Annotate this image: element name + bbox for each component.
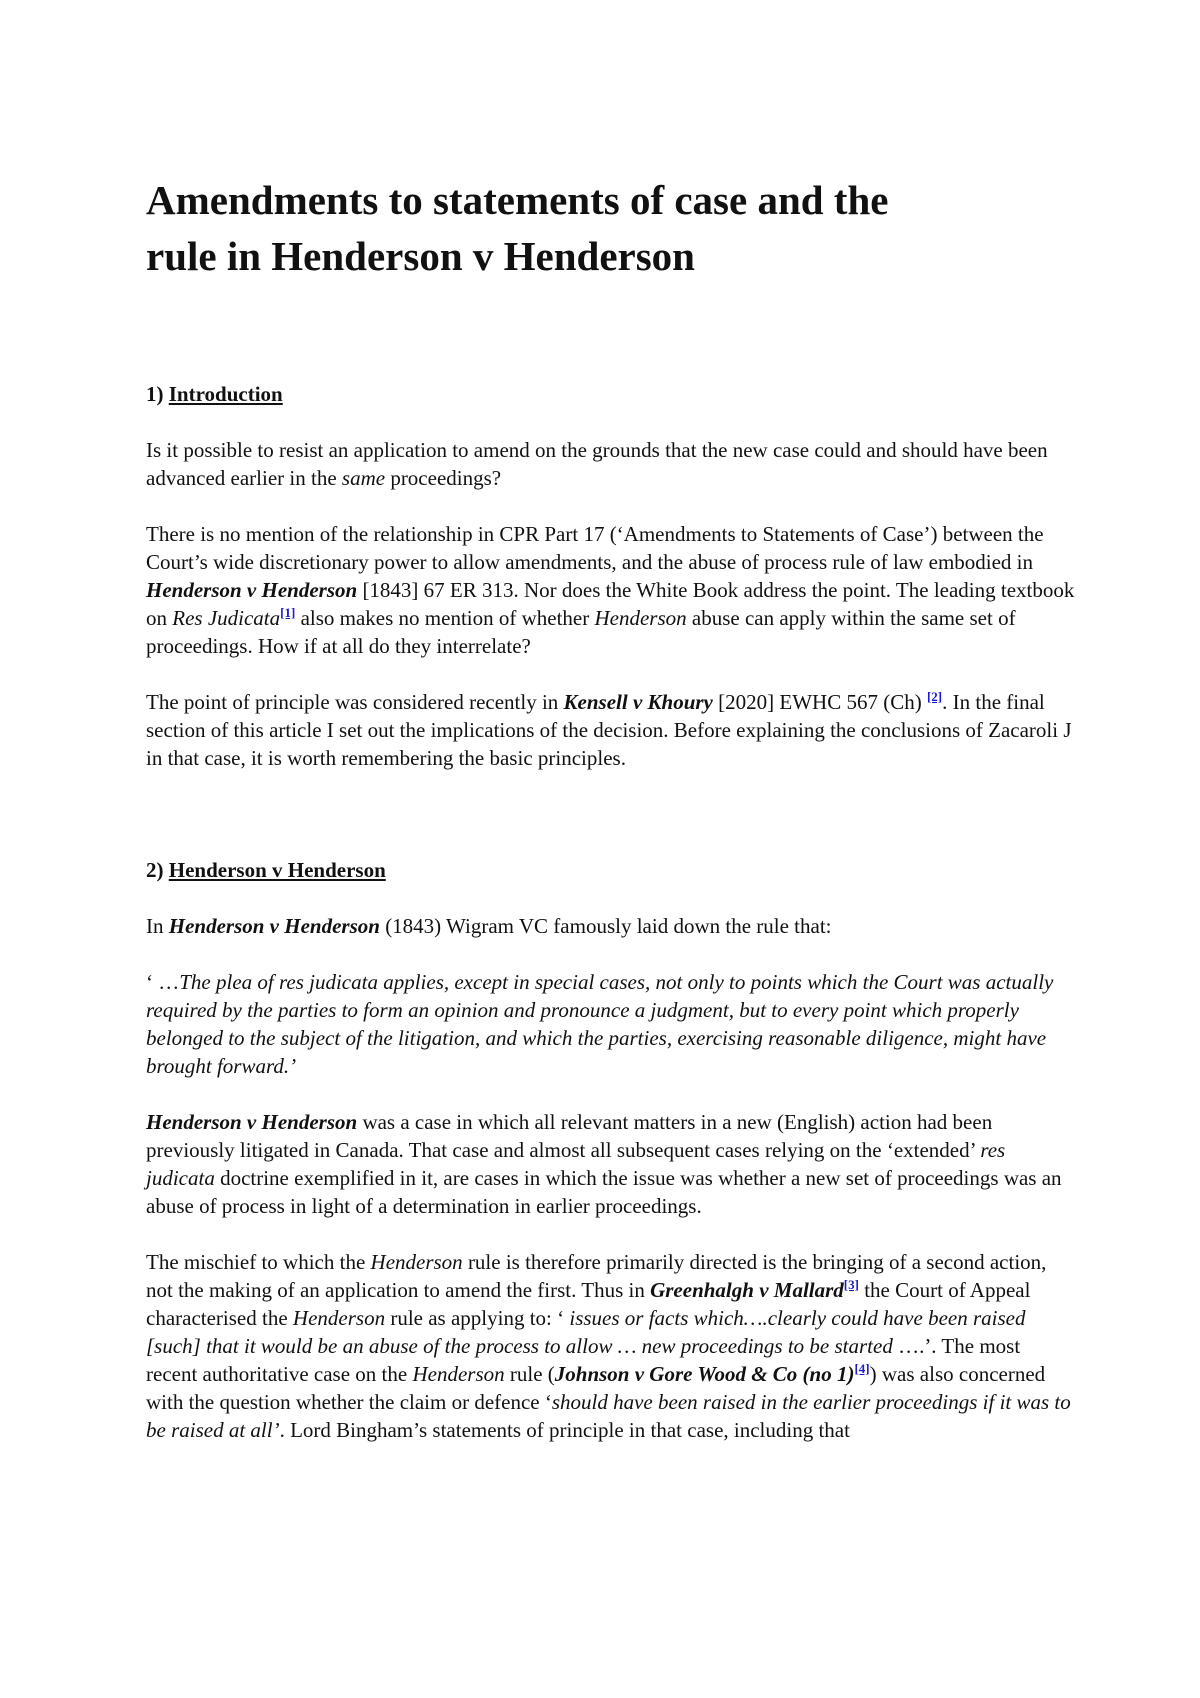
- intro-paragraph-3: The point of principle was considered recently in Kensell v Khoury [2020] EWHC 567 (Ch) [2]. In the final section of this article I set out the implications of the decision. Before explaining the conclusions of Zacaroli J in that case, it is worth remembering the basic principles.: [146, 689, 1072, 770]
- henderson-paragraph-1: In Henderson v Henderson (1843) Wigram VC famously laid down the rule that:: [146, 914, 832, 938]
- title-line-2: rule in Henderson v Henderson: [146, 233, 695, 279]
- footnote-link-2[interactable]: [2]: [926, 689, 943, 704]
- case-name: Greenhalgh v Mallard: [650, 1278, 844, 1302]
- henderson-paragraph-3: The mischief to which the Henderson rule is therefore primarily directed is the bringing of a second action, not the making of an application to amend the first. Thus in Greenhalgh v Mallard[3] the Court of Appeal characterised the Henderson rule as applying to: ‘ issues or facts which….clearly could have been raised [such] that it would be an abuse of the process to allow … new proceedings to be started ….’. The most recent authoritative case on the Henderson rule (Johnson v Gore Wood & Co (no 1)[4]) was also concerned with the question whether the claim or defence ‘should have been raised in the earlier proceedings if it was to be raised at all’. Lord Bingham’s statements of principle in that case, including that: [146, 1250, 1071, 1442]
- section-2-title: Henderson v Henderson: [168, 858, 386, 882]
- section-1-number: 1): [146, 382, 164, 406]
- intro-paragraph-2: There is no mention of the relationship in CPR Part 17 (‘Amendments to Statements of Case’) between the Court’s wide discretionary power to allow amendments, and the abuse of process rule of law embodied in Henderson v Henderson [1843] 67 ER 313. Nor does the White Book address the point. The leading textbook on Res Judicata[1] also makes no mention of whether Henderson abuse can apply within the same set of proceedings. How if at all do they interrelate?: [146, 522, 1075, 658]
- henderson-quote: ‘ …The plea of res judicata applies, except in special cases, not only to points which the Court was actually required by the parties to form an opinion and pronounce a judgment, but to every point which properly belonged to the subject of the litigation, and which the parties, exercising reasonable diligence, might have brought forward.’: [146, 970, 1054, 1078]
- case-name: Henderson v Henderson: [146, 1110, 358, 1134]
- section-1-title: Introduction: [168, 382, 283, 406]
- case-name: Henderson v Henderson: [168, 914, 380, 938]
- case-name: Kensell v Khoury: [563, 690, 713, 714]
- henderson-paragraph-2: Henderson v Henderson was a case in which all relevant matters in a new (English) action had been previously litigated in Canada. That case and almost all subsequent cases relying on the ‘extended’ res judicata doctrine exemplified in it, are cases in which the issue was whether a new set of proceedings was an abuse of process in light of a determination in earlier proceedings.: [146, 1110, 1062, 1218]
- section-2-heading: [146, 856, 1076, 884]
- section-2-number: 2): [146, 858, 164, 882]
- document-page: [146, 172, 1076, 1444]
- intro-paragraph-1: Is it possible to resist an application to amend on the grounds that the new case could and should have been advanced earlier in the same proceedings?: [146, 438, 1048, 490]
- case-name: Johnson v Gore Wood & Co (no 1): [554, 1362, 855, 1386]
- title-line-1: Amendments to statements of case and the: [146, 177, 889, 223]
- footnote-link-4[interactable]: [4]: [854, 1361, 870, 1376]
- footnote-link-1[interactable]: [1]: [280, 605, 296, 620]
- document-title: [146, 172, 1076, 284]
- case-name: Henderson v Henderson: [146, 578, 358, 602]
- footnote-link-3[interactable]: [3]: [843, 1277, 859, 1292]
- section-1-heading: [146, 380, 1076, 408]
